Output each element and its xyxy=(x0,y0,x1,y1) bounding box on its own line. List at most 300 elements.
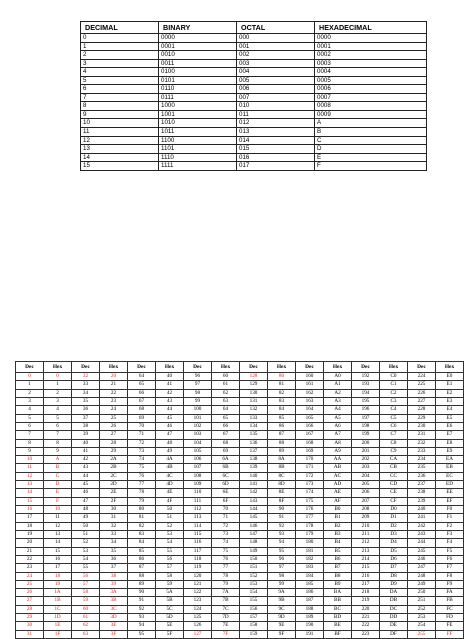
table-cell: 98 xyxy=(268,572,296,580)
table-cell: 166 xyxy=(296,422,324,430)
table-cell: 255 xyxy=(408,630,436,638)
table-cell: 74 xyxy=(128,456,156,464)
table-cell: 78 xyxy=(128,489,156,497)
table-cell: D5 xyxy=(380,547,408,555)
table-cell: 67 xyxy=(128,397,156,405)
table-cell: 4 xyxy=(44,406,72,414)
table-cell: F8 xyxy=(436,572,464,580)
table-cell: 216 xyxy=(352,572,380,580)
table-cell: 3B xyxy=(100,597,128,605)
table-cell: 110 xyxy=(184,489,212,497)
table-cell: EA xyxy=(436,456,464,464)
table-cell: 229 xyxy=(408,414,436,422)
table-cell: 115 xyxy=(184,530,212,538)
table-cell: A8 xyxy=(324,439,352,447)
table-cell: F7 xyxy=(436,564,464,572)
table-row xyxy=(81,85,427,94)
table-cell: 82 xyxy=(268,389,296,397)
table-cell: 32 xyxy=(72,373,100,381)
table-cell: FF xyxy=(436,630,464,638)
table-cell: 70 xyxy=(212,506,240,514)
table-cell: 225 xyxy=(408,381,436,389)
table-cell: 63 xyxy=(72,630,100,638)
table-cell: 0001 xyxy=(315,42,427,51)
table-cell: 103 xyxy=(184,431,212,439)
table-cell: 77 xyxy=(128,481,156,489)
table-cell: F2 xyxy=(436,522,464,530)
table-cell: 135 xyxy=(240,431,268,439)
table-cell: EB xyxy=(436,464,464,472)
table-cell: 46 xyxy=(72,489,100,497)
table-cell: BF xyxy=(324,630,352,638)
table-cell: 59 xyxy=(156,580,184,588)
table-cell: FB xyxy=(436,597,464,605)
table-cell: 2 xyxy=(44,389,72,397)
table-row xyxy=(16,406,464,414)
table-cell: 69 xyxy=(212,447,240,455)
table-cell: 1E xyxy=(44,622,72,630)
table-cell: 73 xyxy=(212,530,240,538)
table-row xyxy=(16,456,464,464)
table-cell: 5F xyxy=(156,630,184,638)
table-cell: 2C xyxy=(100,472,128,480)
table-cell: 53 xyxy=(156,530,184,538)
table-cell: 18 xyxy=(44,572,72,580)
table-cell: 126 xyxy=(184,622,212,630)
table-cell: 22 xyxy=(16,555,44,563)
table-cell: 200 xyxy=(352,439,380,447)
table-cell: 7C xyxy=(212,605,240,613)
table-cell: 1110 xyxy=(159,153,237,162)
table-cell: 2F xyxy=(100,497,128,505)
table-cell: 0009 xyxy=(315,110,427,119)
table-cell: 4D xyxy=(156,481,184,489)
table-row xyxy=(16,389,464,397)
table-cell: 21 xyxy=(16,547,44,555)
table-cell: 2B xyxy=(100,464,128,472)
table-row xyxy=(16,530,464,538)
table-row xyxy=(16,464,464,472)
table-cell: 245 xyxy=(408,547,436,555)
table-cell: B4 xyxy=(324,539,352,547)
table-cell: 176 xyxy=(296,506,324,514)
table-cell: 5E xyxy=(156,622,184,630)
table-cell: 118 xyxy=(184,555,212,563)
table-cell: 79 xyxy=(212,580,240,588)
table-cell: 002 xyxy=(237,51,315,60)
table-cell: 34 xyxy=(72,389,100,397)
table-cell: DA xyxy=(380,589,408,597)
table-cell: F3 xyxy=(436,530,464,538)
table-cell: 7E xyxy=(212,622,240,630)
table-cell: 52 xyxy=(72,539,100,547)
table-cell: 78 xyxy=(212,572,240,580)
table-cell: 25 xyxy=(16,580,44,588)
table-cell: 75 xyxy=(128,464,156,472)
table-cell: 97 xyxy=(184,381,212,389)
table-cell: 0111 xyxy=(159,93,237,102)
table-cell: 47 xyxy=(72,497,100,505)
table-cell: 005 xyxy=(237,76,315,85)
table-cell: 242 xyxy=(408,522,436,530)
table-cell: 105 xyxy=(184,447,212,455)
table-cell: 81 xyxy=(128,514,156,522)
table-cell: 9B xyxy=(268,597,296,605)
table-cell: EF xyxy=(436,497,464,505)
table-cell: E5 xyxy=(436,414,464,422)
table-cell: 42 xyxy=(156,389,184,397)
table-cell: 141 xyxy=(240,481,268,489)
table-cell: 189 xyxy=(296,614,324,622)
table-cell: 23 xyxy=(100,397,128,405)
table-cell: 64 xyxy=(128,373,156,381)
table-cell: 58 xyxy=(72,589,100,597)
table-row xyxy=(16,447,464,455)
table-cell: 1111 xyxy=(159,162,237,171)
table-cell: 113 xyxy=(184,514,212,522)
table-cell: 146 xyxy=(240,522,268,530)
table-cell: F9 xyxy=(436,580,464,588)
table-cell: 30 xyxy=(100,506,128,514)
table-cell: 238 xyxy=(408,489,436,497)
table-cell: 17 xyxy=(44,564,72,572)
table-cell: FA xyxy=(436,589,464,597)
table-row xyxy=(16,522,464,530)
table-cell: 2 xyxy=(81,51,159,60)
table-cell: 8B xyxy=(268,464,296,472)
table-cell: 143 xyxy=(240,497,268,505)
table-cell: 92 xyxy=(268,522,296,530)
table-cell: 50 xyxy=(156,506,184,514)
table-cell: 17 xyxy=(16,514,44,522)
table-cell: 85 xyxy=(128,547,156,555)
table-cell: 0011 xyxy=(159,59,237,68)
table-cell: 014 xyxy=(237,136,315,145)
table-cell: 7D xyxy=(212,614,240,622)
table-cell: B0 xyxy=(324,506,352,514)
table-cell: FC xyxy=(436,605,464,613)
table-cell: 66 xyxy=(212,422,240,430)
table-cell: 3 xyxy=(81,59,159,68)
table-cell: 28 xyxy=(16,605,44,613)
table-cell: 217 xyxy=(352,580,380,588)
table-cell: 3C xyxy=(100,605,128,613)
table-cell: A xyxy=(44,456,72,464)
table-cell: 10 xyxy=(16,456,44,464)
table-cell: 7 xyxy=(44,431,72,439)
table-cell: 149 xyxy=(240,547,268,555)
table-cell: 6 xyxy=(16,422,44,430)
table-cell: 172 xyxy=(296,472,324,480)
table-cell: 9 xyxy=(81,110,159,119)
table-cell: 3 xyxy=(44,397,72,405)
table-cell: 237 xyxy=(408,481,436,489)
table-cell: AA xyxy=(324,456,352,464)
table-cell: 1 xyxy=(44,381,72,389)
table-cell: 128 xyxy=(240,373,268,381)
table-cell: 220 xyxy=(352,605,380,613)
table-cell: 129 xyxy=(240,381,268,389)
table-cell: A5 xyxy=(324,414,352,422)
table-cell: 46 xyxy=(156,422,184,430)
table-cell: 89 xyxy=(128,580,156,588)
table-cell: 47 xyxy=(156,431,184,439)
table-cell: 76 xyxy=(128,472,156,480)
table-cell: 254 xyxy=(408,622,436,630)
table-cell: 194 xyxy=(352,389,380,397)
table-cell: 209 xyxy=(352,514,380,522)
table-row xyxy=(16,497,464,505)
table-cell: AC xyxy=(324,472,352,480)
table-cell: DE xyxy=(380,622,408,630)
table-cell: 011 xyxy=(237,110,315,119)
table-cell: E7 xyxy=(436,431,464,439)
table-row xyxy=(81,110,427,119)
table-cell: 63 xyxy=(212,397,240,405)
decimal-hex-table xyxy=(15,361,464,639)
table-cell: 1 xyxy=(81,42,159,51)
table-cell: 226 xyxy=(408,389,436,397)
table-cell: 62 xyxy=(212,389,240,397)
table-cell: 62 xyxy=(72,622,100,630)
table-row xyxy=(16,580,464,588)
table-cell: 9 xyxy=(16,447,44,455)
table-cell: 181 xyxy=(296,547,324,555)
header-dec: Dec xyxy=(184,362,212,373)
table-cell: 60 xyxy=(72,605,100,613)
table-cell: 219 xyxy=(352,597,380,605)
table-cell: 187 xyxy=(296,597,324,605)
table-cell: 8 xyxy=(81,102,159,111)
table-cell: 243 xyxy=(408,530,436,538)
table-cell: EC xyxy=(436,472,464,480)
table-cell: B9 xyxy=(324,580,352,588)
table-cell: 140 xyxy=(240,472,268,480)
table-cell: D8 xyxy=(380,572,408,580)
table-cell: 14 xyxy=(16,489,44,497)
table-cell: 87 xyxy=(268,431,296,439)
table-cell: F1 xyxy=(436,514,464,522)
table-cell: 37 xyxy=(100,564,128,572)
table-row xyxy=(16,472,464,480)
table-row xyxy=(16,555,464,563)
table-cell: 0005 xyxy=(315,76,427,85)
table-cell: 94 xyxy=(128,622,156,630)
table-cell: 213 xyxy=(352,547,380,555)
table-cell: 93 xyxy=(128,614,156,622)
table-cell: 218 xyxy=(352,589,380,597)
table-cell: 3 xyxy=(16,397,44,405)
table-cell: 77 xyxy=(212,564,240,572)
table-cell: C8 xyxy=(380,439,408,447)
table-cell: 15 xyxy=(81,162,159,171)
table-cell: 102 xyxy=(184,422,212,430)
table-cell: 136 xyxy=(240,439,268,447)
table-cell: 98 xyxy=(184,389,212,397)
table-cell: FE xyxy=(436,622,464,630)
table-cell: 175 xyxy=(296,497,324,505)
table-cell: C6 xyxy=(380,422,408,430)
table-cell: 80 xyxy=(268,373,296,381)
table-cell: 3E xyxy=(100,622,128,630)
header-dec: Dec xyxy=(352,362,380,373)
table-cell: 147 xyxy=(240,530,268,538)
table-cell: 101 xyxy=(184,414,212,422)
table-cell: F xyxy=(315,162,427,171)
table-cell: 85 xyxy=(268,414,296,422)
table-cell: 197 xyxy=(352,414,380,422)
table-cell: 132 xyxy=(240,406,268,414)
table-cell: 208 xyxy=(352,506,380,514)
table-cell: 42 xyxy=(72,456,100,464)
table-cell: 56 xyxy=(156,555,184,563)
table-cell: 65 xyxy=(128,381,156,389)
table-row xyxy=(16,564,464,572)
table-cell: E xyxy=(44,489,72,497)
table-cell: 43 xyxy=(156,397,184,405)
table-cell: 003 xyxy=(237,59,315,68)
table-cell: 016 xyxy=(237,153,315,162)
table-cell: 95 xyxy=(268,547,296,555)
table-cell: 59 xyxy=(72,597,100,605)
table-cell: 108 xyxy=(184,472,212,480)
table-cell: 83 xyxy=(268,397,296,405)
table-cell: E xyxy=(315,153,427,162)
table-cell: 37 xyxy=(72,414,100,422)
table-cell: 1001 xyxy=(159,110,237,119)
table-cell: 81 xyxy=(268,381,296,389)
table-cell: C3 xyxy=(380,397,408,405)
table-cell: 0000 xyxy=(159,34,237,43)
table-cell: 195 xyxy=(352,397,380,405)
table-cell: 234 xyxy=(408,456,436,464)
table-cell: 40 xyxy=(72,439,100,447)
table-cell: 5B xyxy=(156,597,184,605)
table-cell: 69 xyxy=(128,414,156,422)
table-cell: 9E xyxy=(268,622,296,630)
table-row xyxy=(81,128,427,137)
table-cell: 228 xyxy=(408,406,436,414)
table-cell: 183 xyxy=(296,564,324,572)
table-cell: DB xyxy=(380,597,408,605)
table-cell: 22 xyxy=(100,389,128,397)
table-cell: 107 xyxy=(184,464,212,472)
table-cell: 235 xyxy=(408,464,436,472)
table-cell: 5 xyxy=(16,414,44,422)
table-cell: F4 xyxy=(436,539,464,547)
table-cell: 91 xyxy=(128,597,156,605)
table-cell: DC xyxy=(380,605,408,613)
table-cell: 61 xyxy=(72,614,100,622)
table-cell: 0007 xyxy=(315,93,427,102)
table-cell: 36 xyxy=(100,555,128,563)
table-cell: 244 xyxy=(408,539,436,547)
table-cell: 4E xyxy=(156,489,184,497)
table-cell: 39 xyxy=(100,580,128,588)
header-dec: Dec xyxy=(240,362,268,373)
table-row xyxy=(81,76,427,85)
table-cell: A9 xyxy=(324,447,352,455)
table-cell: B xyxy=(315,128,427,137)
table-cell: 35 xyxy=(100,547,128,555)
table-cell: 5A xyxy=(156,589,184,597)
table-cell: 48 xyxy=(156,439,184,447)
table-cell: 80 xyxy=(128,506,156,514)
table-cell: 10 xyxy=(44,506,72,514)
table-cell: 30 xyxy=(16,622,44,630)
header-dec: Dec xyxy=(72,362,100,373)
table-cell: 67 xyxy=(212,431,240,439)
table-cell: 0004 xyxy=(315,68,427,77)
table-cell: 191 xyxy=(296,630,324,638)
table-cell: 169 xyxy=(296,447,324,455)
table-cell: 6 xyxy=(44,422,72,430)
table-cell: 127 xyxy=(184,630,212,638)
table-cell: 232 xyxy=(408,439,436,447)
table-cell: 0110 xyxy=(159,85,237,94)
table-cell: B5 xyxy=(324,547,352,555)
table-cell: 239 xyxy=(408,497,436,505)
table-cell: 38 xyxy=(100,572,128,580)
table-cell: 153 xyxy=(240,580,268,588)
table-row xyxy=(16,489,464,497)
table-row xyxy=(81,102,427,111)
table-cell: A6 xyxy=(324,422,352,430)
table-cell: 20 xyxy=(16,539,44,547)
table-cell: 26 xyxy=(100,422,128,430)
table-cell: 90 xyxy=(128,589,156,597)
table-cell: 233 xyxy=(408,447,436,455)
table-cell: 171 xyxy=(296,464,324,472)
table-cell: 1 xyxy=(16,381,44,389)
table-cell: 6F xyxy=(212,497,240,505)
header-hexadecimal: HEXADECIMAL xyxy=(315,22,427,34)
table-cell: A2 xyxy=(324,389,352,397)
header-hex: Hex xyxy=(436,362,464,373)
table-cell: 204 xyxy=(352,472,380,480)
table-cell: E9 xyxy=(436,447,464,455)
table-cell: 6B xyxy=(212,464,240,472)
table-cell: 56 xyxy=(72,572,100,580)
table-cell: 33 xyxy=(100,530,128,538)
table-cell: 65 xyxy=(212,414,240,422)
table-row xyxy=(81,68,427,77)
table-cell: 182 xyxy=(296,555,324,563)
table-cell: A3 xyxy=(324,397,352,405)
table-cell: 223 xyxy=(352,630,380,638)
table-cell: 89 xyxy=(268,447,296,455)
table-cell: 29 xyxy=(16,614,44,622)
table-cell: A xyxy=(315,119,427,128)
table-cell: 4A xyxy=(156,456,184,464)
table-cell: 165 xyxy=(296,414,324,422)
table-cell: 72 xyxy=(212,522,240,530)
table-cell: 0001 xyxy=(159,42,237,51)
table-cell: CA xyxy=(380,456,408,464)
table-row xyxy=(16,589,464,597)
table-cell: 0101 xyxy=(159,76,237,85)
table-cell: 7A xyxy=(212,589,240,597)
table-cell: 36 xyxy=(72,406,100,414)
table-cell: 240 xyxy=(408,506,436,514)
table-cell: 84 xyxy=(128,539,156,547)
table-cell: 55 xyxy=(156,547,184,555)
table-cell: 007 xyxy=(237,93,315,102)
table-cell: 12 xyxy=(81,136,159,145)
table-cell: AE xyxy=(324,489,352,497)
table-cell: 157 xyxy=(240,614,268,622)
table-cell: 38 xyxy=(72,422,100,430)
